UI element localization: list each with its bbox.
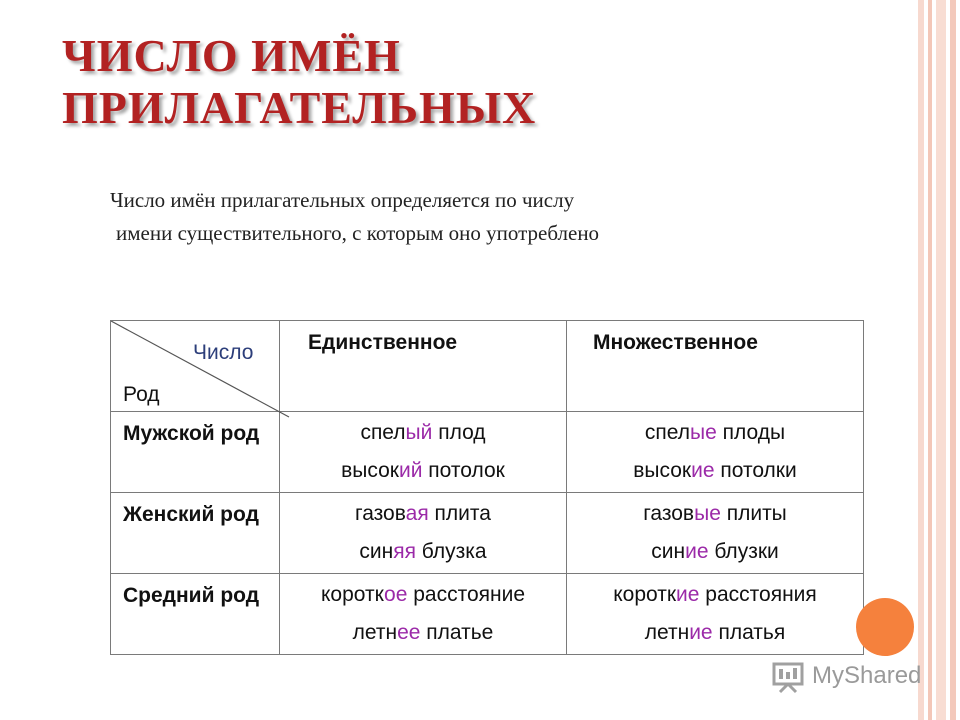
word-ending: ая [405,502,429,525]
decorative-stripes [918,0,960,720]
row-gender-label: Мужской род [111,412,280,493]
word-stem: высок [341,459,399,482]
phrase [567,533,863,571]
noun: потолок [422,459,505,482]
title-line-1: ЧИСЛО ИМЁН [62,30,401,81]
noun: плиты [720,502,787,525]
word-ending: ие [689,621,713,644]
subtitle-line-1: Число имён прилагательных определяется по числу [110,188,575,212]
word-stem: син [359,540,394,563]
noun: блузки [708,540,779,563]
cell-plural [567,574,864,655]
word-ending: ые [694,502,721,525]
subtitle-line-2: имени существительного, с которым оно употреблено [116,221,600,245]
noun: платья [712,621,786,644]
noun: плита [428,502,491,525]
phrase [567,414,863,452]
slide-subtitle [110,184,830,250]
word-ending: ые [690,421,717,444]
brand-text: MyShared [812,662,922,689]
word-stem: газов [355,502,406,525]
noun: плод [432,421,486,444]
phrase [280,614,566,652]
word-ending: ие [685,540,709,563]
phrase [567,576,863,614]
noun: плоды [716,421,786,444]
col-header-plural: Множественное [567,321,864,412]
word-ending: ый [405,421,433,444]
noun: платье [420,621,494,644]
cell-plural [567,412,864,493]
word-ending: яя [393,540,416,563]
header-row [111,321,864,412]
noun: потолки [714,459,797,482]
cell-singular [280,574,567,655]
presentation-icon [770,660,806,694]
phrase [567,614,863,652]
cell-singular [280,493,567,574]
table-row [111,412,864,493]
word-ending: ие [691,459,715,482]
accent-circle [856,598,914,656]
table-row [111,574,864,655]
phrase [567,495,863,533]
adjective-table [110,320,864,655]
word-ending: ое [384,583,408,606]
corner-cell [111,321,280,412]
table-row [111,493,864,574]
noun: расстояния [699,583,817,606]
word-stem: син [651,540,686,563]
word-stem: спел [360,421,406,444]
slide-title [62,30,536,134]
word-ending: ее [397,621,421,644]
phrase [280,576,566,614]
phrase [280,414,566,452]
row-gender-label: Женский род [111,493,280,574]
phrase [280,495,566,533]
word-stem: спел [644,421,691,444]
word-ending: ий [399,459,423,482]
col-header-singular: Единственное [280,321,567,412]
noun: расстояние [407,583,526,606]
word-stem: высок [633,459,692,482]
phrase [567,452,863,490]
phrase [280,452,566,490]
title-line-2: ПРИЛАГАТЕЛЬНЫХ [62,82,537,133]
brand-logo [770,660,940,694]
cell-singular [280,412,567,493]
word-stem: газов [643,502,695,525]
corner-number-label: Число [193,341,254,364]
corner-gender-label: Род [123,383,160,406]
word-stem: коротк [613,583,677,606]
word-ending: ие [676,583,700,606]
row-gender-label: Средний род [111,574,280,655]
word-stem: летн [644,621,690,644]
noun: блузка [415,540,487,563]
phrase [280,533,566,571]
word-stem: летн [352,621,398,644]
cell-plural [567,493,864,574]
word-stem: коротк [320,583,385,606]
